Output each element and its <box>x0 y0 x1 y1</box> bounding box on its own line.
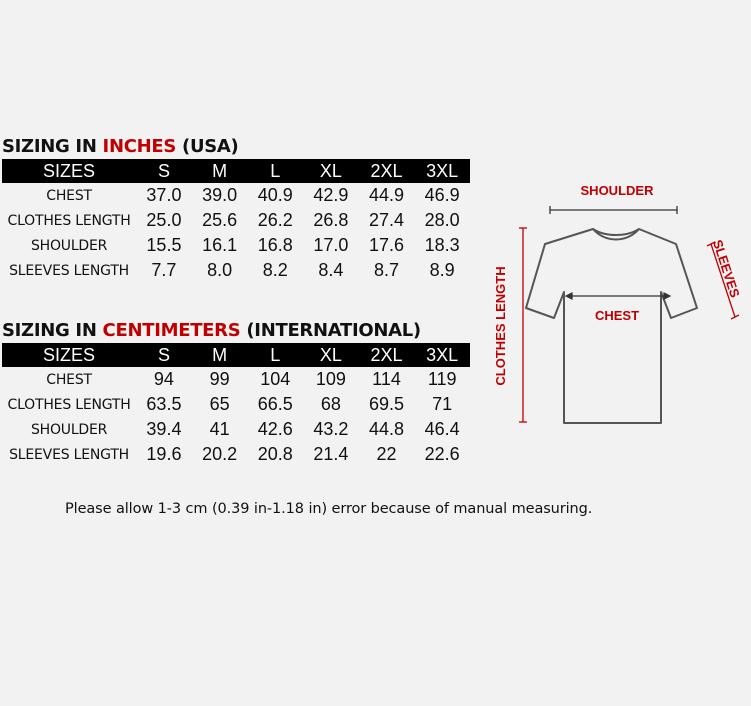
inches-header-3xl: 3XL <box>426 160 459 181</box>
table-cell: 71 <box>432 394 453 414</box>
table-cell: 46.4 <box>424 419 460 439</box>
inches-header-row <box>2 159 470 183</box>
centimeters-header-3xl: 3XL <box>426 344 459 365</box>
t-shirt-body <box>526 229 697 423</box>
table-cell: 42.6 <box>257 419 293 439</box>
row-label: CLOTHES LENGTH <box>7 396 131 413</box>
table-cell: 94 <box>153 369 174 389</box>
table-cell: 22.6 <box>424 444 460 464</box>
table-cell: 37.0 <box>146 185 182 205</box>
table-row <box>2 233 470 258</box>
table-cell: 16.8 <box>257 235 293 255</box>
table-cell: 104 <box>260 369 291 389</box>
inches-title-accent: INCHES <box>102 136 177 157</box>
inches-header-2xl: 2XL <box>370 160 403 181</box>
inches-header-xl: XL <box>319 160 342 181</box>
shoulder-arrow <box>550 206 677 214</box>
table-cell: 39.4 <box>146 419 182 439</box>
table-cell: 25.0 <box>146 210 182 230</box>
table-row <box>2 183 470 208</box>
centimeters-section-title <box>2 319 470 343</box>
table-row <box>2 392 470 417</box>
inches-title-prefix: SIZING IN <box>2 136 103 157</box>
table-cell: 8.7 <box>373 260 400 280</box>
sleeves-label: SLEEVES <box>709 237 743 300</box>
table-cell: 68 <box>320 394 341 414</box>
table-cell: 26.2 <box>257 210 293 230</box>
centimeters-header-xl: XL <box>319 344 342 365</box>
table-cell: 27.4 <box>368 210 405 230</box>
measurement-diagram <box>485 170 751 440</box>
inches-header-m: M <box>212 160 228 181</box>
table-cell: 28.0 <box>424 210 460 230</box>
table-row <box>2 208 470 233</box>
centimeters-title-prefix: SIZING IN <box>2 320 103 341</box>
table-cell: 66.5 <box>257 394 293 414</box>
table-cell: 119 <box>427 369 457 389</box>
table-row <box>2 417 470 442</box>
table-cell: 109 <box>315 369 346 389</box>
inches-header-s: S <box>157 160 170 181</box>
table-row <box>2 258 470 283</box>
table-cell: 25.6 <box>202 210 238 230</box>
table-row <box>2 442 470 467</box>
centimeters-header-l: L <box>270 344 281 365</box>
row-label: CLOTHES LENGTH <box>7 212 131 229</box>
table-cell: 18.3 <box>424 235 460 255</box>
table-cell: 8.0 <box>207 260 233 280</box>
table-cell: 63.5 <box>146 394 182 414</box>
inches-section <box>2 135 470 283</box>
row-label: SHOULDER <box>30 237 108 254</box>
table-cell: 69.5 <box>368 394 405 414</box>
table-cell: 20.2 <box>202 444 238 464</box>
row-label: SLEEVES LENGTH <box>9 446 129 463</box>
table-cell: 7.7 <box>151 260 177 280</box>
table-cell: 39.0 <box>202 185 238 205</box>
table-cell: 17.0 <box>313 235 349 255</box>
inches-section-title <box>2 135 470 159</box>
table-cell: 21.4 <box>313 444 349 464</box>
inches-header-l: L <box>270 160 281 181</box>
table-row <box>2 367 470 392</box>
centimeters-section <box>2 319 470 467</box>
table-cell: 26.8 <box>313 210 349 230</box>
table-cell: 42.9 <box>313 185 349 205</box>
table-cell: 16.1 <box>202 235 238 255</box>
table-cell: 15.5 <box>146 235 182 255</box>
table-cell: 65 <box>209 394 230 414</box>
centimeters-header-row <box>2 343 470 367</box>
table-cell: 8.2 <box>262 260 288 280</box>
table-cell: 20.8 <box>257 444 293 464</box>
centimeters-title-suffix: (INTERNATIONAL) <box>240 320 421 341</box>
chest-arrow <box>566 293 670 299</box>
row-label: CHEST <box>46 187 92 204</box>
row-label: SLEEVES LENGTH <box>9 262 129 279</box>
t-shirt-outline-icon <box>485 170 751 440</box>
table-cell: 40.9 <box>257 185 293 205</box>
table-cell: 43.2 <box>313 419 349 439</box>
inches-title-suffix: (USA) <box>176 136 239 157</box>
centimeters-header-m: M <box>212 344 228 365</box>
centimeters-header-s: S <box>157 344 170 365</box>
row-label: SHOULDER <box>30 421 108 438</box>
centimeters-size-table <box>2 343 470 467</box>
table-cell: 46.9 <box>424 185 460 205</box>
shoulder-label: SHOULDER <box>580 183 654 198</box>
inches-header-sizes: SIZES <box>43 160 96 181</box>
table-cell: 19.6 <box>146 444 182 464</box>
clothes-length-label: CLOTHES LENGTH <box>493 266 508 386</box>
row-label: CHEST <box>46 371 92 388</box>
table-cell: 44.9 <box>368 185 405 205</box>
centimeters-header-2xl: 2XL <box>370 344 403 365</box>
table-cell: 8.9 <box>429 260 455 280</box>
centimeters-title-accent: CENTIMETERS <box>102 320 241 341</box>
centimeters-header-sizes: SIZES <box>43 344 96 365</box>
chest-label: CHEST <box>594 308 640 323</box>
measuring-note: Please allow 1-3 cm (0.39 in-1.18 in) error because of manual measuring. <box>65 501 593 517</box>
inches-size-table <box>2 159 470 283</box>
table-cell: 22 <box>376 444 397 464</box>
table-cell: 8.4 <box>318 260 344 280</box>
table-cell: 114 <box>372 369 401 389</box>
table-cell: 44.8 <box>368 419 405 439</box>
table-cell: 17.6 <box>368 235 405 255</box>
table-cell: 99 <box>209 369 230 389</box>
length-arrow <box>519 228 527 422</box>
table-cell: 41 <box>209 419 230 439</box>
